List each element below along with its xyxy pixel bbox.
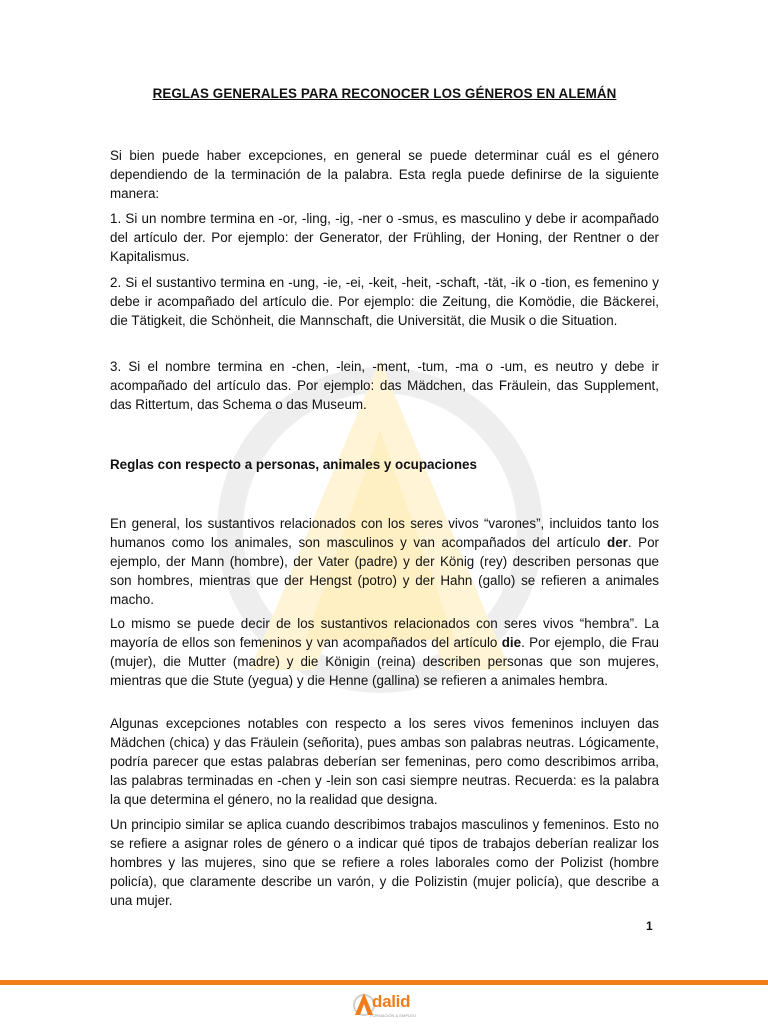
rule-2-paragraph: 2. Si el sustantivo termina en -ung, -ie, -ei, -keit, -heit, -schaft, -tät, -ik o -tion, es femenino y debe ir acompañado del artículo die. Por ejemplo: die Zeitung, die Komödie, die Bäckerei, die Tätigkeit, die Schönheit, die Mannschaft, die Universität, die Musik o die Situation. <box>110 275 659 328</box>
logo-text: dalid <box>372 992 411 1011</box>
rule-3-paragraph: 3. Si el nombre termina en -chen, -lein, -ment, -tum, -ma o -um, es neutro y debe ir acompañado del artículo das. Por ejemplo: das Mädchen, das Fräulein, das Supplement, das Rittertum, das Schema o das Museum. <box>110 359 659 412</box>
bold-article-der: der <box>607 535 628 550</box>
intro-paragraph: Si bien puede haber excepciones, en general se puede determinar cuál es el género dependiendo de la terminación de la palabra. Esta regla puede definirse de la siguiente manera: <box>110 148 659 201</box>
section-paragraph-1 <box>110 514 659 609</box>
section-paragraph-2 <box>110 614 659 690</box>
bold-article-die: die <box>501 635 522 650</box>
text-span: En general, los sustantivos relacionados con los seres vivos “varones”, incluidos tanto los humanos como los animales, son masculinos y van acompañados del artículo <box>110 516 659 550</box>
footer-logo <box>350 990 426 1022</box>
page-title: REGLAS GENERALES PARA RECONOCER LOS GÉNEROS EN ALEMÁN <box>152 86 617 101</box>
rule-1-paragraph: 1. Si un nombre termina en -or, -ling, -ig, -ner o -smus, es masculino y debe ir acompañado del artículo der. Por ejemplo: der Generator, der Frühling, der Honing, der Rentner o der Kapitalismus. <box>110 211 659 264</box>
section-paragraph-3: Algunas excepciones notables con respecto a los seres vivos femeninos incluyen das Mädchen (chica) y das Fräulein (señorita), pues ambas son palabras neutras. Lógicamente, podría parecer que estas palabras deberían ser femeninas, pero como describimos arriba, las palabras terminadas en -chen y -lein son casi siempre neutras. Recuerda: es la palabra la que determina el género, no la realidad que designa. <box>110 716 659 807</box>
logo-tagline: FORMACIÓN & EMPLEO <box>370 1013 417 1018</box>
section-paragraph-4: Un principio similar se aplica cuando describimos trabajos masculinos y femeninos. Esto no se refiere a asignar roles de género o a indicar qué tipos de trabajos deberían realizar los hombres y las mujeres, sino que se refiere a roles laborales como der Polizist (hombre policía), que claramente describe un varón, y die Polizistin (mujer policía), que describe a una mujer. <box>110 817 659 908</box>
text-span: . Por ejemplo, die Frau (mujer), die Mutter (madre) y die Königin (reina) describen personas que son mujeres, mientras que die Stute (yegua) y die Henne (gallina) se refieren a animales hembra. <box>110 635 659 688</box>
section-heading: Reglas con respecto a personas, animales y ocupaciones <box>110 457 477 472</box>
text-span: Lo mismo se puede decir de los sustantivos relacionados con seres vivos “hembra”. La mayoría de ellos son femeninos y van acompañados del artículo <box>110 616 659 650</box>
page-number: 1 <box>646 919 653 933</box>
text-span: . Por ejemplo, der Mann (hombre), der Vater (padre) y der König (rey) describen personas que son hombres, mientras que der Hengst (potro) y der Hahn (gallo) se refieren a animales macho. <box>110 535 659 607</box>
footer-divider <box>0 980 768 985</box>
